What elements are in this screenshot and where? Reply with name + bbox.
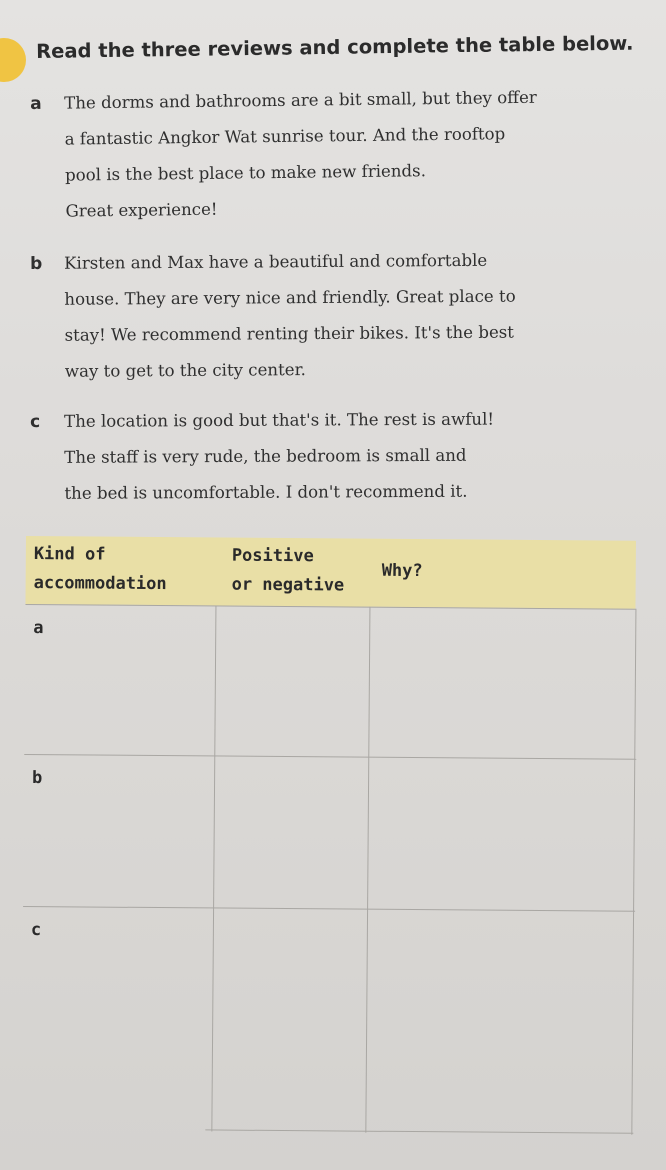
- exercise-instruction: Read the three reviews and complete the table below.: [36, 31, 634, 63]
- review-line: the bed is uncomfortable. I don't recommend it.: [64, 481, 468, 503]
- grid-line: [205, 1129, 633, 1133]
- review-line: The staff is very rude, the bedroom is small and: [64, 445, 467, 467]
- review-line: pool is the best place to make new friends.: [64, 161, 427, 185]
- review-line: The location is good but that's it. The rest is awful!: [64, 409, 495, 431]
- review-line: Kirsten and Max have a beautiful and comfortable: [64, 250, 488, 273]
- review-c: [30, 401, 631, 512]
- header-kind-of-accommodation: Kind of accommodation: [33, 544, 167, 595]
- grid-line: [23, 906, 635, 912]
- review-letter: c: [30, 411, 41, 432]
- exercise-number-marker: [0, 38, 26, 82]
- header-positive-or-negative: Positive or negative: [231, 545, 345, 596]
- review-a: [30, 79, 632, 230]
- review-table: [21, 536, 642, 1137]
- review-b: [30, 242, 631, 390]
- review-line: stay! We recommend renting their bikes. It's the best: [64, 322, 514, 345]
- review-line: way to get to the city center.: [64, 360, 306, 381]
- table-grid: [21, 604, 637, 1137]
- review-line: house. They are very nice and friendly. Great place to: [64, 286, 516, 309]
- table-row-label-c: c: [30, 920, 42, 941]
- review-letter: b: [30, 253, 43, 274]
- review-line: The dorms and bathrooms are a bit small, but they offer: [64, 87, 537, 113]
- header-why: Why?: [381, 560, 423, 582]
- table-row-label-b: b: [32, 768, 43, 789]
- table-row-label-a: a: [33, 618, 44, 639]
- table-header: [25, 536, 636, 609]
- grid-line: [24, 754, 636, 760]
- grid-line: [631, 609, 636, 1135]
- grid-line: [365, 607, 370, 1133]
- review-line: Great experience!: [65, 199, 218, 221]
- grid-line: [211, 605, 216, 1131]
- review-line: a fantastic Angkor Wat sunrise tour. And the rooftop: [64, 124, 506, 149]
- review-letter: a: [30, 93, 42, 114]
